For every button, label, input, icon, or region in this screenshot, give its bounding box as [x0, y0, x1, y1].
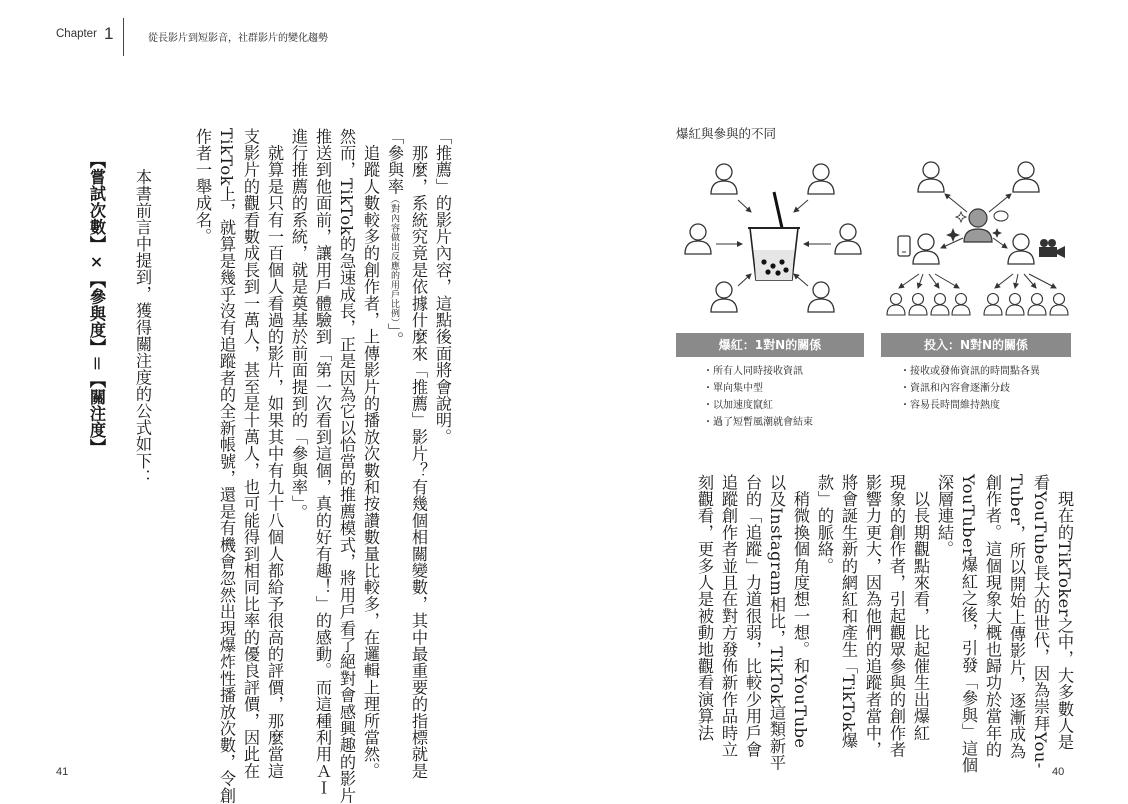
- text-column: 本書前言中提到，獲得關注度的公式如下：: [133, 152, 152, 486]
- text-column: 將會誕生新的網紅和產生「TikTok爆: [839, 474, 858, 749]
- person-icon: [835, 224, 861, 254]
- text-column: 推送到他面前，讓用戶體驗到「第一次看到這個，真的好有趣！」的感動。而這種利用ＡＩ: [313, 128, 332, 796]
- smartphone-icon: [898, 236, 910, 256]
- engagement-bullet-list: [900, 363, 1040, 414]
- text-column: Tuber，所以開始上傳影片，逐漸成為: [1007, 474, 1026, 760]
- bubble-tea-icon: [748, 192, 800, 280]
- text-column: 就算是只有一百個人看過的影片，如果其中有九十八個人都給予很高的評價，那麼當這: [265, 128, 284, 780]
- person-icon: [887, 294, 905, 316]
- list-item: ・ 單向集中型: [703, 380, 813, 397]
- text-column: 然而，TikTok的急速成長，正是因為它以恰當的推薦模式，將用戶看了絕對會感興趣的影片: [337, 128, 356, 804]
- speech-bubble-icon: [994, 211, 1008, 221]
- text-column: 現在的TikToker之中，大多數人是: [1055, 474, 1074, 751]
- text-column: 追蹤人數較多的創作者，上傳影片的播放次數和按讚數量比較多，在邏輯上理所當然。: [361, 128, 380, 780]
- text-column: YouTuber爆紅之後，引發「參與」這個: [959, 474, 978, 774]
- person-icon: [808, 164, 834, 194]
- person-icon: [1013, 162, 1039, 192]
- chapter-divider: [123, 18, 124, 56]
- text-column: 支影片的觀看數成長到一萬人，甚至是十萬人，也可能得到相同比率的優良評價，因此在: [241, 128, 260, 780]
- text-column: 款」的脈絡。: [815, 474, 834, 575]
- page-number-left: 41: [56, 766, 69, 778]
- sparkle-icon: [992, 228, 1002, 238]
- engagement-label: 投入：N對N的關係: [881, 333, 1071, 357]
- list-item: ・ 容易長時間維持熱度: [900, 397, 1040, 414]
- person-icon: [964, 209, 992, 242]
- text-column: 稍微換個角度想一想。和YouTube: [791, 474, 810, 749]
- text-column: 台的「追蹤」力道很弱，比較少用戶會: [743, 474, 762, 758]
- text-column: 那麼，系統究竟是依據什麼來「推薦」影片？有幾個相關變數，其中最重要的指標就是: [409, 128, 428, 780]
- text-column: 現象的創作者，引起觀眾參與的創作者: [887, 474, 906, 758]
- viral-diagram: [676, 150, 866, 330]
- text-column: 深層連結。: [935, 474, 954, 558]
- list-item: ・ 所有人同時接收資訊: [703, 363, 813, 380]
- person-icon: [931, 294, 949, 316]
- text-column: 創作者。這個現象大概也歸功於當年的: [983, 474, 1002, 758]
- person-icon: [913, 234, 939, 264]
- person-icon: [952, 294, 970, 316]
- text-column: [382, 128, 406, 349]
- sparkle-icon: [946, 212, 966, 242]
- text-column: 以長期觀點來看，比起催生出爆紅: [911, 474, 930, 742]
- viral-bullet-list: [703, 363, 813, 431]
- person-icon: [1008, 234, 1034, 264]
- text-column: 刻觀看，更多人是被動地觀看演算法: [695, 474, 714, 742]
- list-item: ・ 以加速度竄紅: [703, 397, 813, 414]
- chapter-label: Chapter: [56, 28, 97, 40]
- person-icon: [918, 162, 944, 192]
- video-camera-icon: [1039, 239, 1065, 258]
- list-item: ・ 資訊和內容會逐漸分歧: [900, 380, 1040, 397]
- viral-label: 爆紅：1對N的關係: [676, 333, 864, 357]
- diagram-heading: 爆紅與參與的不同: [676, 126, 777, 141]
- person-icon: [1006, 294, 1024, 316]
- text-column: 進行推薦的系統，就是奠基於前面提到的「參與率」。: [289, 128, 308, 521]
- text-column: 以及Instagram相比，TikTok這類新平: [767, 474, 786, 772]
- person-icon: [909, 294, 927, 316]
- person-icon: [1028, 294, 1046, 316]
- text-column: 作者一舉成名。: [193, 128, 212, 245]
- list-item: ・ 接收或發佈資訊的時間點各異: [900, 363, 1040, 380]
- person-icon: [984, 294, 1002, 316]
- chapter-title: 從長影片到短影音，社群影片的變化趨勢: [148, 33, 328, 44]
- person-icon: [711, 282, 737, 312]
- list-item: ・ 過了短暫風潮就會結束: [703, 414, 813, 431]
- engagement-diagram: [881, 150, 1073, 330]
- text-column: TikTok上，就算是幾乎沒有追蹤者的全新帳號，還是有機會忽然出現爆炸性播放次數，令創: [217, 128, 236, 804]
- engagement-tail: 」。: [385, 323, 404, 349]
- text-column: 追蹤創作者並且在對方發佈新作品時立: [719, 474, 738, 758]
- text-column: 看YouTube長大的世代，因為崇拜You-: [1031, 474, 1050, 769]
- text-column: 影響力更大，因為他們的追蹤者當中，: [863, 474, 882, 758]
- engagement-term: 「參與率: [385, 128, 404, 195]
- engagement-note: （對內容做出反應的用戶比例）: [389, 194, 399, 324]
- page-number-right: 40: [1052, 766, 1065, 778]
- chapter-number: 1: [104, 24, 114, 43]
- person-icon: [685, 224, 711, 254]
- formula: 【嘗試次數】×【參與度】＝【關注度】: [87, 152, 106, 456]
- person-icon: [711, 164, 737, 194]
- person-icon: [1050, 294, 1068, 316]
- text-column: 「推薦」的影片內容，這點後面將會說明。: [433, 128, 452, 446]
- person-icon: [808, 282, 834, 312]
